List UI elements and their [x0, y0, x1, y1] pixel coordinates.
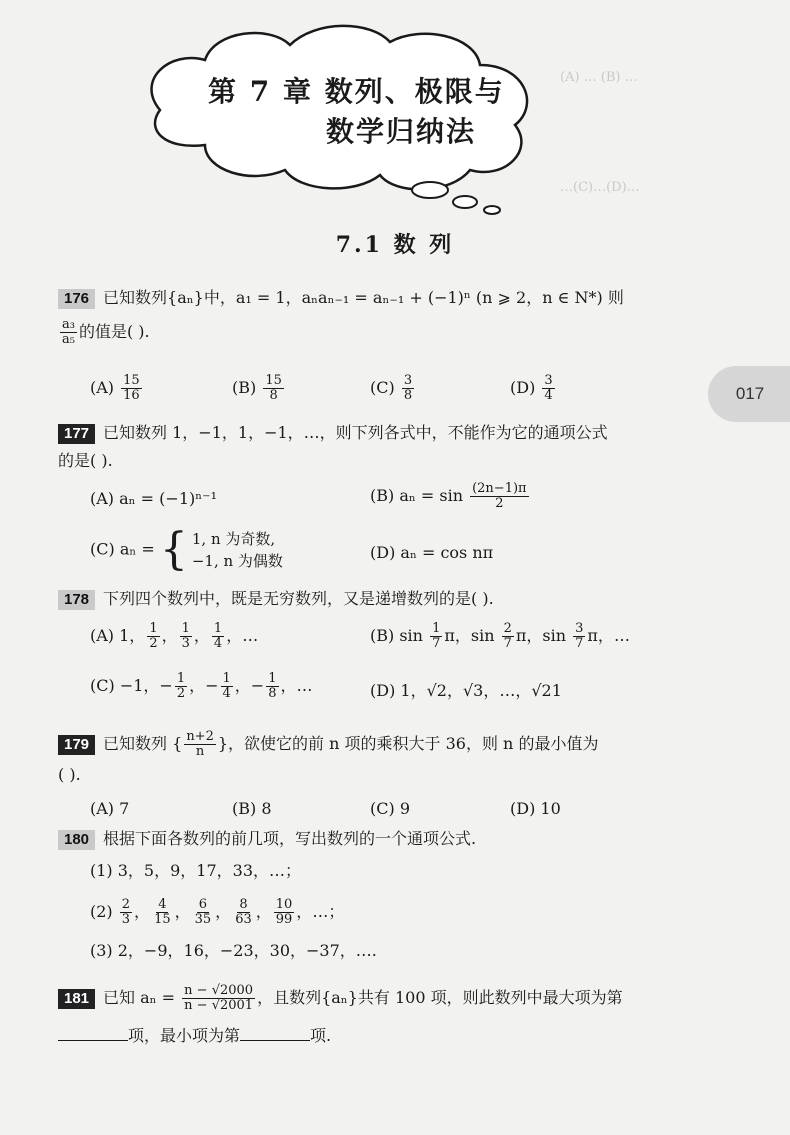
answer-blank[interactable]	[58, 1024, 128, 1041]
bleed-through-text: (A) … (B) …	[560, 70, 638, 85]
option-a: (A) $\frac{15}{16}$	[90, 373, 140, 403]
sub-item-1: (1) 3，5，9，17，33，…；	[90, 861, 302, 880]
option-a: (A) 7	[90, 799, 130, 818]
option-d: (D) $\frac{3}{4}$	[510, 373, 553, 403]
question-176-stem-cont	[58, 318, 150, 347]
question-179-stem: 179 已知数列 { $\frac{n+2}{n}$ }，欲使它的前 n 项的乘积大于 36，则 n 的最小值为	[58, 730, 598, 759]
question-178-stem	[58, 588, 494, 610]
option-b: (B) sin $\frac{1}{7}$ π，sin $\frac{2}{7}$ π，sin $\frac{3}{7}$ π，…	[370, 621, 630, 651]
question-number: 177	[58, 424, 95, 444]
question-number: 178	[58, 590, 95, 610]
option-a: (A) aₙ = (−1)ⁿ⁻¹	[90, 489, 218, 508]
question-number: 180	[58, 830, 95, 850]
bleed-through-text: …(C)…(D)…	[560, 180, 640, 195]
option-d: (D) 10	[510, 799, 561, 818]
fraction: $\frac{\text{a₃}}{\text{a₅}}$	[62, 317, 75, 347]
chapter-title-line2: 数学归纳法	[326, 115, 477, 148]
option-c: (C) −1，− $\frac{1}{2}$ ，− $\frac{1}{4}$ ，− $\frac{1}{8}$ ，…	[90, 671, 313, 701]
option-b: (B) aₙ = sin $\frac{(2n-1)\pi}{2}$	[370, 481, 527, 511]
question-181-stem-cont: 项，最小项为第 项.	[58, 1024, 331, 1047]
chapter-title	[208, 72, 568, 152]
option-c: (C) 9	[370, 799, 410, 818]
question-177-stem-cont: 的是( ).	[58, 451, 113, 470]
option-d: (D) 1，√2，√3，…，√21	[370, 681, 562, 700]
sub-item-3: (3) 2，−9，16，−23，30，−37，….	[90, 941, 377, 960]
chapter-title-line1: 第 7 章 数列、极限与	[208, 75, 505, 108]
question-number: 181	[58, 989, 95, 1009]
question-number: 176	[58, 289, 95, 309]
question-text: 的值是( ).	[78, 322, 150, 341]
sub-item-2: (2) $\frac{2}{3}$ ， $\frac{4}{15}$ ， $\frac{6}{35}$ ， $\frac{8}{63}$ ， $\frac{10}{99}$ ，…；	[90, 897, 345, 927]
option-c: (C) $\frac{3}{8}$	[370, 373, 413, 403]
option-a: (A) 1， $\frac{1}{2}$ ， $\frac{1}{3}$ ， $\frac{1}{4}$ ，…	[90, 621, 259, 651]
question-text: 已知数列{aₙ}中，a₁ = 1，aₙaₙ₋₁ = aₙ₋₁ + (−1)ⁿ (n ⩾ 2，n ∈ N*) 则	[103, 288, 624, 307]
page-number-tab	[708, 366, 790, 422]
answer-blank[interactable]	[240, 1024, 310, 1041]
option-c: (C) aₙ = { 1, n 为奇数, −1, n 为偶数	[90, 524, 283, 575]
page-number: 017	[735, 384, 765, 403]
question-177-stem	[58, 422, 608, 444]
option-b: (B) $\frac{15}{8}$	[232, 373, 282, 403]
question-181-stem: 181 已知 aₙ = $\frac{n - √2000}{n - √2001}$ ，且数列{aₙ}共有 100 项，则此数列中最大项为第	[58, 984, 623, 1013]
question-180-stem: 180 根据下面各数列的前几项，写出数列的一个通项公式.	[58, 828, 476, 850]
option-b: (B) 8	[232, 799, 272, 818]
question-176-stem	[58, 287, 624, 309]
question-text: 已知数列 1，−1，1，−1，…，则下列各式中，不能作为它的通项公式	[103, 423, 608, 442]
question-179-stem-cont: ( ).	[58, 765, 81, 784]
question-number: 179	[58, 735, 95, 755]
section-title: 7.1 数 列	[335, 232, 455, 258]
option-d: (D) aₙ = cos nπ	[370, 543, 494, 562]
question-text: 下列四个数列中，既是无穷数列，又是递增数列的是( ).	[103, 589, 494, 608]
